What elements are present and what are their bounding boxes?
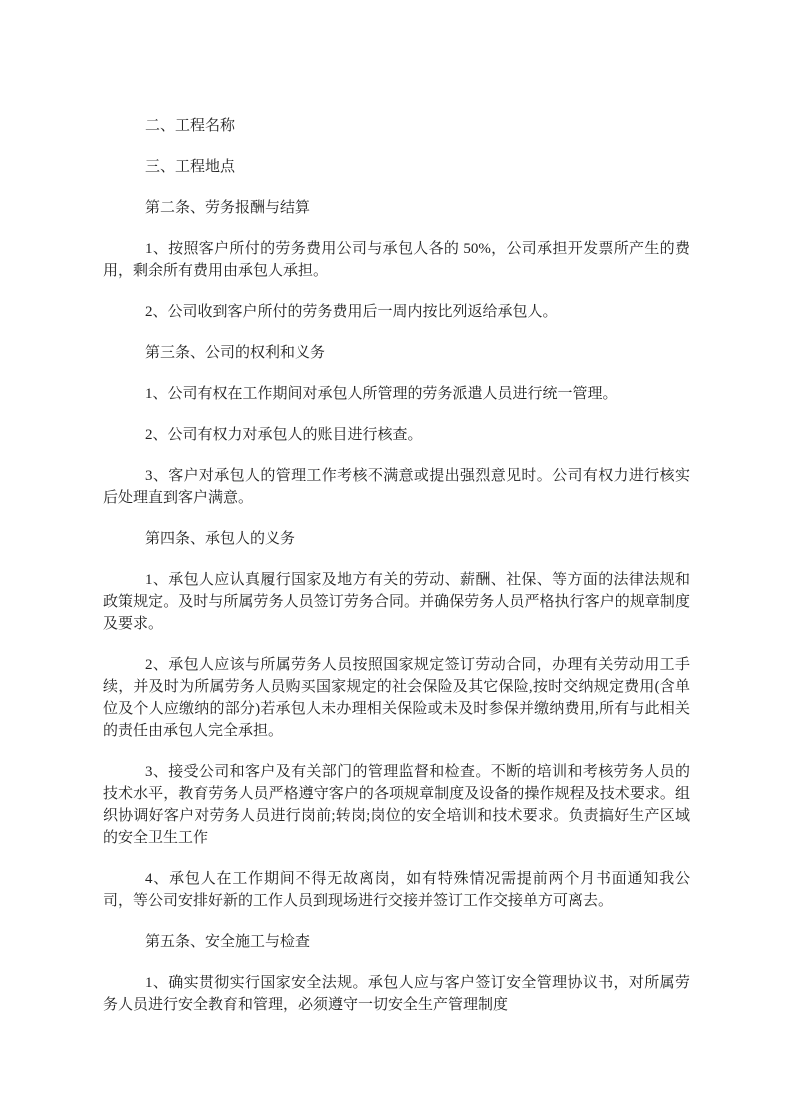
paragraph: 第四条、承包人的义务 — [145, 531, 296, 547]
paragraph: 第三条、公司的权利和义务 — [145, 345, 326, 361]
paragraph: 1、公司有权在工作期间对承包人所管理的劳务派遣人员进行统一管理。 — [145, 386, 618, 402]
paragraph: 1、确实贯彻实行国家安全法规。承包人应与客户签订安全管理协议书，对所属劳务人员进行安全教育和管理，必须遵守一切安全生产管理制度 — [103, 975, 690, 1013]
paragraph: 三、工程地点 — [145, 159, 236, 175]
paragraph: 1、按照客户所付的劳务费用公司与承包人各的 50%，公司承担开发票所产生的费用，剩余所有费用由承包人承担。 — [103, 241, 690, 279]
paragraph: 3、接受公司和客户及有关部门的管理监督和检查。不断的培训和考核劳务人员的技术水平，教育劳务人员严格遵守客户的各项规章制度及设备的操作规程及技术要求。组织协调好客户对劳务人员进行岗前;转岗;岗位的安全培训和技术要求。负责搞好生产区域的安全卫生工作 — [103, 764, 690, 846]
paragraph: 2、公司收到客户所付的劳务费用后一周内按比列返给承包人。 — [145, 304, 558, 320]
paragraph: 2、承包人应该与所属劳务人员按照国家规定签订劳动合同，办理有关劳动用工手续，并及时为所属劳务人员购买国家规定的社会保险及其它保险,按时交纳规定费用(含单位及个人应缴纳的部分)若承包人未办理相关保险或未及时参保并缴纳费用,所有与此相关的责任由承包人完全承担。 — [103, 657, 690, 739]
paragraph: 3、客户对承包人的管理工作考核不满意或提出强烈意见时。公司有权力进行核实后处理直到客户满意。 — [103, 468, 690, 506]
paragraph: 第二条、劳务报酬与结算 — [145, 200, 311, 216]
paragraph: 1、承包人应认真履行国家及地方有关的劳动、薪酬、社保、等方面的法律法规和政策规定。及时与所属劳务人员签订劳务合同。并确保劳务人员严格执行客户的规章制度及要求。 — [103, 572, 690, 632]
document-body — [103, 115, 690, 1016]
paragraph: 2、公司有权力对承包人的账目进行核查。 — [145, 427, 423, 443]
paragraph: 二、工程名称 — [145, 118, 236, 134]
paragraph: 4、承包人在工作期间不得无故离岗，如有特殊情况需提前两个月书面通知我公司，等公司安排好新的工作人员到现场进行交接并签订工作交接单方可离去。 — [103, 871, 690, 909]
paragraph: 第五条、安全施工与检查 — [145, 934, 311, 950]
